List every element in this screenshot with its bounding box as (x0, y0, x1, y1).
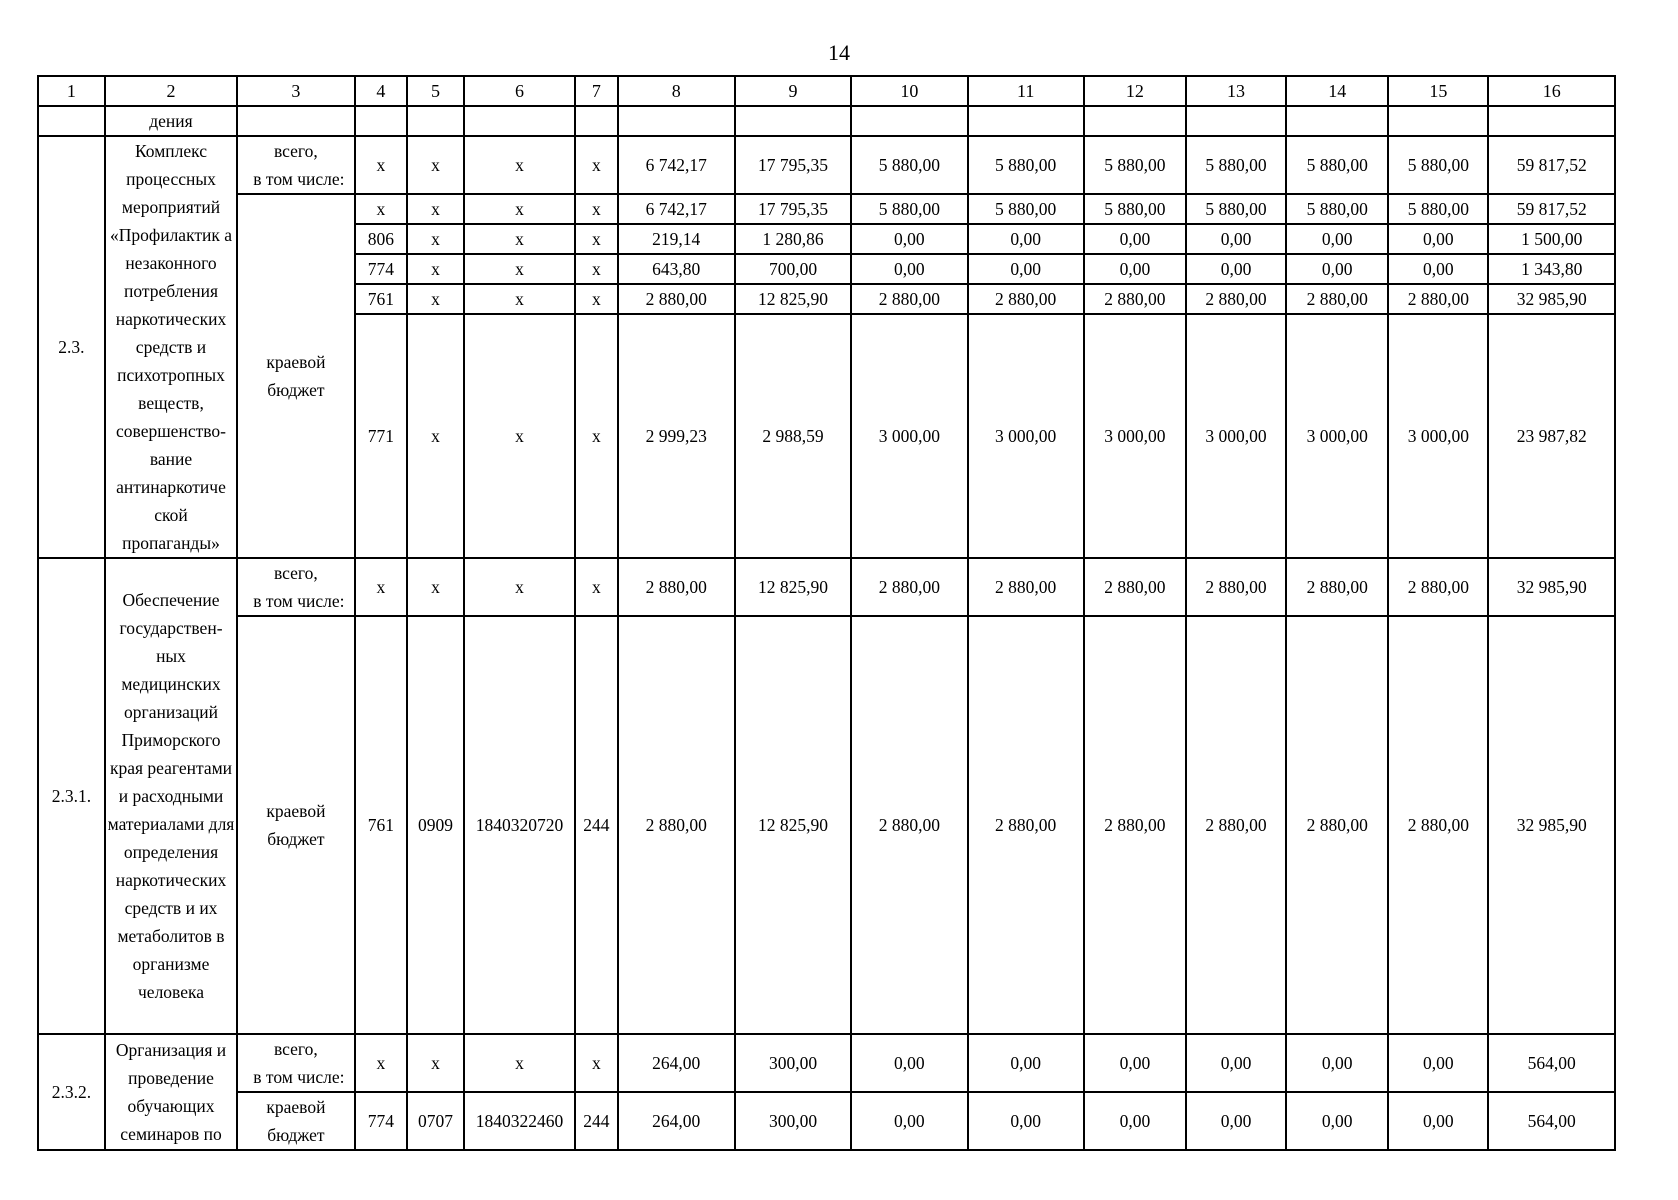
code-cell: x (407, 284, 464, 314)
value-cell: 2 880,00 (618, 284, 735, 314)
value-cell: 0,00 (851, 1092, 967, 1150)
value-cell: 2 999,23 (618, 314, 735, 558)
value-cell: 2 988,59 (735, 314, 851, 558)
header-cell: 1 (38, 76, 105, 106)
code-cell: x (575, 224, 617, 254)
value-cell: 3 000,00 (968, 314, 1084, 558)
code-cell: 774 (355, 254, 408, 284)
value-cell: 0,00 (1186, 254, 1286, 284)
value-cell: 5 880,00 (1186, 194, 1286, 224)
table-row (38, 194, 1615, 224)
source-budget: краевой бюджет (237, 616, 354, 1034)
code-cell: x (355, 1034, 408, 1092)
value-cell: 0,00 (1084, 224, 1186, 254)
value-cell: 0,00 (1286, 224, 1388, 254)
code-cell: x (407, 314, 464, 558)
value-cell: 300,00 (735, 1034, 851, 1092)
empty-cell (1084, 106, 1186, 136)
item-number: 2.3. (38, 136, 105, 558)
value-cell: 2 880,00 (1084, 558, 1186, 616)
value-cell: 2 880,00 (1186, 558, 1286, 616)
value-cell: 2 880,00 (968, 284, 1084, 314)
empty-cell (237, 106, 354, 136)
code-cell: x (464, 136, 575, 194)
table-row (38, 136, 1615, 194)
header-cell: 16 (1488, 76, 1615, 106)
value-cell: 219,14 (618, 224, 735, 254)
item-number: 2.3.1. (38, 558, 105, 1034)
empty-cell (735, 106, 851, 136)
header-cell: 9 (735, 76, 851, 106)
value-cell: 0,00 (1388, 254, 1488, 284)
source-total: всего, в том числе: (237, 558, 354, 616)
value-cell: 32 985,90 (1488, 558, 1615, 616)
value-cell: 17 795,35 (735, 136, 851, 194)
code-cell: x (575, 284, 617, 314)
value-cell: 32 985,90 (1488, 284, 1615, 314)
value-cell: 5 880,00 (968, 136, 1084, 194)
value-cell: 2 880,00 (1388, 284, 1488, 314)
header-cell: 13 (1186, 76, 1286, 106)
value-cell: 2 880,00 (1388, 558, 1488, 616)
value-cell: 264,00 (618, 1034, 735, 1092)
empty-cell (1186, 106, 1286, 136)
value-cell: 0,00 (968, 254, 1084, 284)
code-cell: x (575, 558, 617, 616)
value-cell: 12 825,90 (735, 284, 851, 314)
value-cell: 3 000,00 (851, 314, 967, 558)
value-cell: 5 880,00 (851, 136, 967, 194)
value-cell: 0,00 (1186, 224, 1286, 254)
code-cell: x (407, 224, 464, 254)
code-cell: 244 (575, 1092, 617, 1150)
table-row (38, 1034, 1615, 1092)
value-cell: 6 742,17 (618, 136, 735, 194)
value-cell: 5 880,00 (1084, 136, 1186, 194)
code-cell: 1840320720 (464, 616, 575, 1034)
row-name: дения (105, 106, 238, 136)
value-cell: 0,00 (1286, 1092, 1388, 1150)
code-cell: x (355, 194, 408, 224)
value-cell: 2 880,00 (851, 558, 967, 616)
code-cell: x (575, 194, 617, 224)
code-cell: 1840322460 (464, 1092, 575, 1150)
code-cell: 0909 (407, 616, 464, 1034)
item-name: Организация и проведение обучающих семинаров по (105, 1034, 238, 1150)
value-cell: 564,00 (1488, 1092, 1615, 1150)
value-cell: 0,00 (968, 1034, 1084, 1092)
source-total: всего, в том числе: (237, 1034, 354, 1092)
value-cell: 2 880,00 (1084, 616, 1186, 1034)
value-cell: 0,00 (1388, 1092, 1488, 1150)
value-cell: 0,00 (851, 224, 967, 254)
header-cell: 2 (105, 76, 238, 106)
value-cell: 0,00 (1388, 224, 1488, 254)
code-cell: x (464, 284, 575, 314)
empty-cell (968, 106, 1084, 136)
value-cell: 5 880,00 (1286, 136, 1388, 194)
value-cell: 300,00 (735, 1092, 851, 1150)
empty-cell (355, 106, 408, 136)
value-cell: 2 880,00 (1084, 284, 1186, 314)
header-row (38, 76, 1615, 106)
item-number: 2.3.2. (38, 1034, 105, 1150)
code-cell: 806 (355, 224, 408, 254)
value-cell: 5 880,00 (968, 194, 1084, 224)
value-cell: 5 880,00 (1388, 194, 1488, 224)
code-cell: 244 (575, 616, 617, 1034)
value-cell: 0,00 (968, 1092, 1084, 1150)
value-cell: 0,00 (968, 224, 1084, 254)
value-cell: 0,00 (1186, 1034, 1286, 1092)
source-budget: краевой бюджет (237, 1092, 354, 1150)
code-cell: x (407, 194, 464, 224)
code-cell: x (575, 314, 617, 558)
value-cell: 0,00 (851, 1034, 967, 1092)
header-cell: 4 (355, 76, 408, 106)
code-cell: x (407, 1034, 464, 1092)
header-cell: 6 (464, 76, 575, 106)
value-cell: 0,00 (1186, 1092, 1286, 1150)
empty-cell (575, 106, 617, 136)
value-cell: 59 817,52 (1488, 194, 1615, 224)
header-cell: 12 (1084, 76, 1186, 106)
header-cell: 5 (407, 76, 464, 106)
value-cell: 2 880,00 (1388, 616, 1488, 1034)
code-cell: 761 (355, 284, 408, 314)
source-total: всего, в том числе: (237, 136, 354, 194)
item-name: Обеспечение государствен- ных медицинских организаций Приморского края реагентами и расходными материалами для определения наркотических средств и их метаболитов в организме человека (105, 558, 238, 1034)
value-cell: 2 880,00 (1286, 284, 1388, 314)
value-cell: 1 343,80 (1488, 254, 1615, 284)
empty-cell (851, 106, 967, 136)
code-cell: x (355, 558, 408, 616)
value-cell: 0,00 (1084, 1034, 1186, 1092)
empty-cell (407, 106, 464, 136)
value-cell: 2 880,00 (968, 616, 1084, 1034)
value-cell: 2 880,00 (968, 558, 1084, 616)
empty-cell (464, 106, 575, 136)
header-cell: 8 (618, 76, 735, 106)
value-cell: 3 000,00 (1388, 314, 1488, 558)
header-cell: 10 (851, 76, 967, 106)
value-cell: 17 795,35 (735, 194, 851, 224)
code-cell: x (575, 136, 617, 194)
value-cell: 643,80 (618, 254, 735, 284)
empty-cell (1286, 106, 1388, 136)
item-name: Комплекс процессных мероприятий «Профилактик а незаконного потребления наркотических средств и психотропных веществ, совершенство- вание антинаркотиче ской пропаганды» (105, 136, 238, 558)
value-cell: 6 742,17 (618, 194, 735, 224)
value-cell: 5 880,00 (1388, 136, 1488, 194)
code-cell: x (407, 254, 464, 284)
code-cell: 761 (355, 616, 408, 1034)
value-cell: 59 817,52 (1488, 136, 1615, 194)
code-cell: x (464, 558, 575, 616)
value-cell: 0,00 (1286, 254, 1388, 284)
code-cell: x (464, 224, 575, 254)
header-cell: 3 (237, 76, 354, 106)
value-cell: 5 880,00 (1084, 194, 1186, 224)
table-row (38, 616, 1615, 1034)
value-cell: 5 880,00 (851, 194, 967, 224)
table-row (38, 558, 1615, 616)
code-cell: x (355, 136, 408, 194)
value-cell: 23 987,82 (1488, 314, 1615, 558)
value-cell: 2 880,00 (851, 284, 967, 314)
value-cell: 3 000,00 (1286, 314, 1388, 558)
code-cell: x (464, 1034, 575, 1092)
budget-table (37, 75, 1616, 1151)
value-cell: 2 880,00 (1186, 284, 1286, 314)
code-cell: x (575, 254, 617, 284)
value-cell: 2 880,00 (618, 558, 735, 616)
empty-cell (618, 106, 735, 136)
header-cell: 11 (968, 76, 1084, 106)
value-cell: 2 880,00 (618, 616, 735, 1034)
source-budget: краевой бюджет (237, 194, 354, 558)
value-cell: 2 880,00 (1286, 616, 1388, 1034)
page-number: 14 (828, 40, 850, 65)
value-cell: 3 000,00 (1084, 314, 1186, 558)
value-cell: 0,00 (1084, 254, 1186, 284)
code-cell: x (464, 194, 575, 224)
code-cell: x (464, 314, 575, 558)
value-cell: 2 880,00 (1286, 558, 1388, 616)
value-cell: 564,00 (1488, 1034, 1615, 1092)
value-cell: 5 880,00 (1186, 136, 1286, 194)
value-cell: 3 000,00 (1186, 314, 1286, 558)
value-cell: 0,00 (1388, 1034, 1488, 1092)
header-cell: 14 (1286, 76, 1388, 106)
code-cell: 0707 (407, 1092, 464, 1150)
value-cell: 0,00 (1084, 1092, 1186, 1150)
value-cell: 0,00 (851, 254, 967, 284)
value-cell: 2 880,00 (851, 616, 967, 1034)
value-cell: 32 985,90 (1488, 616, 1615, 1034)
value-cell: 264,00 (618, 1092, 735, 1150)
continuation-row (38, 106, 1615, 136)
empty-cell (1488, 106, 1615, 136)
code-cell: x (575, 1034, 617, 1092)
value-cell: 12 825,90 (735, 616, 851, 1034)
table-row (38, 1092, 1615, 1150)
code-cell: x (464, 254, 575, 284)
value-cell: 1 280,86 (735, 224, 851, 254)
value-cell: 0,00 (1286, 1034, 1388, 1092)
header-cell: 7 (575, 76, 617, 106)
code-cell: x (407, 136, 464, 194)
value-cell: 5 880,00 (1286, 194, 1388, 224)
code-cell: 774 (355, 1092, 408, 1150)
header-cell: 15 (1388, 76, 1488, 106)
value-cell: 2 880,00 (1186, 616, 1286, 1034)
empty-cell (1388, 106, 1488, 136)
value-cell: 700,00 (735, 254, 851, 284)
value-cell: 1 500,00 (1488, 224, 1615, 254)
value-cell: 12 825,90 (735, 558, 851, 616)
empty-cell (38, 106, 105, 136)
code-cell: 771 (355, 314, 408, 558)
code-cell: x (407, 558, 464, 616)
